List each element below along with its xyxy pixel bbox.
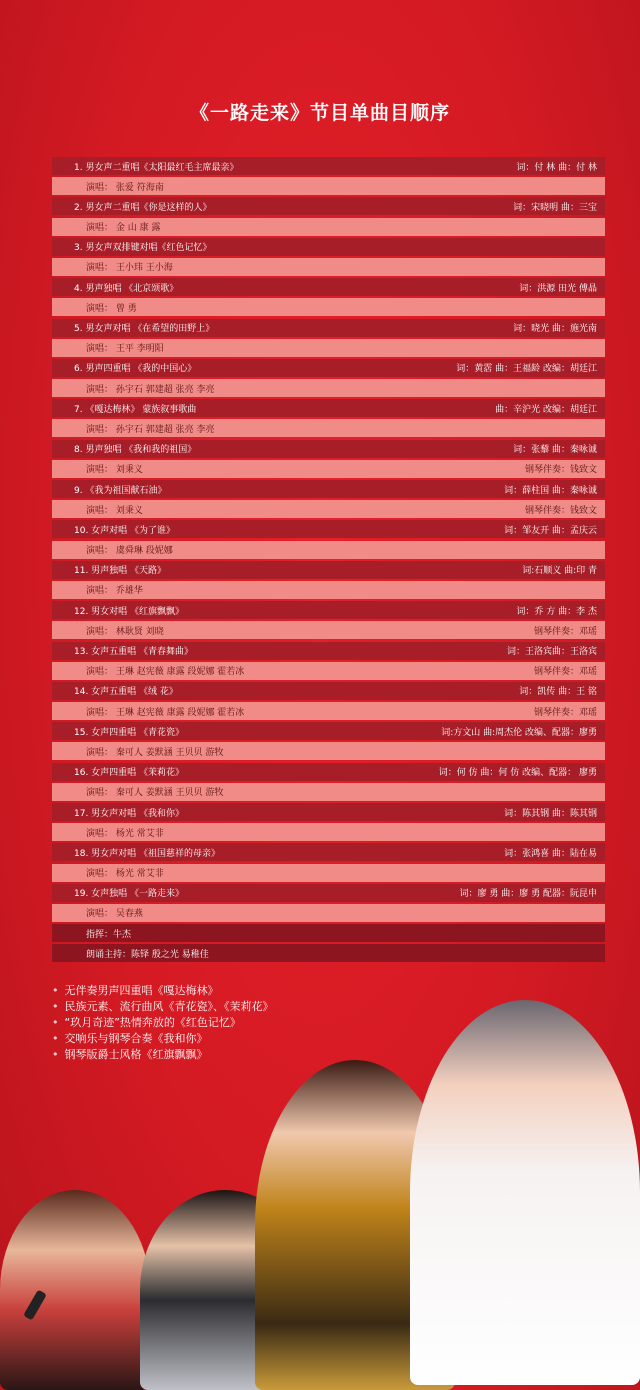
performer-row [52, 823, 605, 841]
row-right-text: 词：张藜 曲：秦咏诚 [513, 445, 597, 456]
song-row [52, 642, 605, 660]
performer-row [52, 783, 605, 801]
row-left-text: 16. 女声四重唱 《茉莉花》 [74, 768, 185, 779]
row-left-text: 18. 男女声对唱 《祖国慈祥的母亲》 [74, 848, 221, 859]
row-left-text: 9. 《我为祖国献石油》 [74, 485, 167, 496]
row-left-text: 3. 男女声双排键对唱《红色记忆》 [74, 243, 212, 254]
row-left-text: 1. 男女声二重唱《太阳最红毛主席最亲》 [74, 162, 239, 173]
row-left-text: 演唱： 乔雄华 [86, 586, 143, 597]
song-row [52, 359, 605, 377]
credit-row [52, 924, 605, 942]
song-row [52, 561, 605, 579]
row-right-text: 词:方文山 曲:周杰伦 改编、配器：廖勇 [441, 727, 597, 738]
highlight-item: • “玖月奇迹”热情奔放的《红色记忆》 [52, 1015, 274, 1031]
song-row [52, 278, 605, 296]
row-right-text: 钢琴伴奏：钱致文 [524, 465, 597, 476]
row-right-text: 词：付 林 曲：付 林 [516, 162, 597, 173]
song-row [52, 238, 605, 256]
song-row [52, 319, 605, 337]
song-row [52, 399, 605, 417]
song-row [52, 843, 605, 861]
performer-row [52, 864, 605, 882]
performer-row [52, 581, 605, 599]
performer-row [52, 258, 605, 276]
row-left-text: 14. 女声五重唱 《绒 花》 [74, 687, 178, 698]
row-left-text: 演唱： 王平 李明阳 [86, 344, 164, 355]
credit-row [52, 944, 605, 962]
highlight-item: • 交响乐与钢琴合奏《我和你》 [52, 1031, 274, 1047]
performer-row [52, 460, 605, 478]
row-left-text: 6. 男声四重唱 《我的中国心》 [74, 364, 197, 375]
row-right-text: 词：王洛宾曲：王洛宾 [506, 647, 597, 657]
row-right-text: 词：廖 勇 曲：廖 勇 配器：阮昆申 [459, 889, 597, 900]
highlight-item: • 钢琴版爵士风格《红旗飘飘》 [52, 1047, 274, 1063]
program-table [52, 157, 605, 965]
row-right-text: 词：黄霑 曲：王福龄 改编：胡廷江 [456, 364, 597, 375]
performer-photo-4 [410, 1000, 640, 1385]
row-left-text: 13. 女声五重唱 《青春舞曲》 [74, 647, 194, 657]
row-left-text: 演唱： 孙宇石 郭建超 张亮 李亮 [86, 384, 215, 395]
performer-row [52, 379, 605, 397]
row-left-text: 12. 男女对唱 《红旗飘飘》 [74, 606, 185, 617]
row-left-text: 演唱： 王琳 赵宪薇 康露 段妮娜 霍若冰 [86, 707, 245, 718]
row-left-text: 演唱： 吴春燕 [86, 909, 143, 920]
row-left-text: 演唱： 刘秉义 [86, 505, 143, 516]
song-row [52, 884, 605, 902]
row-left-text: 5. 男女声对唱 《在希望的田野上》 [74, 324, 215, 334]
row-right-text: 词：邹友开 曲：孟庆云 [504, 525, 597, 536]
row-left-text: 11. 男声独唱 《天路》 [74, 566, 167, 577]
row-right-text: 钢琴伴奏：邓瑶 [533, 707, 597, 718]
page-title: 《一路走来》节目单曲目顺序 [189, 102, 450, 124]
row-left-text: 演唱： 杨光 常艾非 [86, 828, 164, 839]
performer-row [52, 702, 605, 720]
row-right-text: 词:石顺义 曲:印 青 [522, 566, 597, 577]
row-left-text: 演唱： 秦可人 姜默涵 王贝贝 游牧 [86, 747, 224, 758]
row-right-text: 词：何 仿 曲：何 仿 改编、配器： 廖勇 [438, 768, 597, 779]
row-right-text: 词：陈其钢 曲：陈其钢 [504, 808, 597, 819]
performer-row [52, 662, 605, 680]
row-left-text: 演唱： 王琳 赵宪薇 康露 段妮娜 霍若冰 [86, 667, 245, 678]
song-row [52, 157, 605, 175]
row-right-text: 词：凯传 曲：王 铭 [519, 687, 597, 698]
row-left-text: 演唱： 秦可人 姜默涵 王贝贝 游牧 [86, 788, 224, 799]
performer-row [52, 541, 605, 559]
song-row [52, 440, 605, 458]
song-row [52, 480, 605, 498]
row-left-text: 演唱： 林耿贤 刘晓 [86, 626, 164, 637]
performer-row [52, 177, 605, 195]
row-right-text: 曲：辛沪光 改编：胡廷江 [495, 404, 597, 415]
performer-row [52, 339, 605, 357]
row-right-text: 词：晓光 曲：施光南 [513, 324, 597, 334]
song-row [52, 722, 605, 740]
song-row [52, 197, 605, 215]
row-left-text: 指挥：牛杰 [86, 929, 132, 940]
row-left-text: 演唱： 杨光 常艾非 [86, 869, 164, 880]
performers-photo [0, 1000, 640, 1385]
row-right-text: 词：薛柱国 曲：秦咏诚 [504, 485, 597, 496]
row-right-text: 词：乔 方 曲：李 杰 [516, 606, 597, 617]
row-left-text: 演唱： 王小玮 王小海 [86, 263, 173, 274]
song-row [52, 601, 605, 619]
row-left-text: 演唱： 孙宇石 郭建超 张亮 李亮 [86, 424, 215, 435]
row-left-text: 演唱： 刘秉义 [86, 465, 143, 476]
row-left-text: 4. 男声独唱 《北京颂歌》 [74, 283, 179, 294]
row-left-text: 7. 《嘎达梅林》 蒙族叙事歌曲 [74, 404, 197, 415]
row-left-text: 8. 男声独唱 《我和我的祖国》 [74, 445, 197, 456]
performer-photo-1 [0, 1190, 150, 1390]
song-row [52, 682, 605, 700]
row-left-text: 10. 女声对唱 《为了谁》 [74, 525, 176, 536]
row-right-text: 词：宋晓明 曲：三宝 [513, 202, 597, 213]
row-left-text: 演唱： 虞舜琳 段妮娜 [86, 546, 173, 557]
row-left-text: 17. 男女声对唱 《我和你》 [74, 808, 185, 819]
performer-row [52, 419, 605, 437]
row-right-text: 钢琴伴奏：钱致文 [524, 505, 597, 516]
performer-row [52, 742, 605, 760]
highlight-item: • 民族元素、流行曲风《青花瓷》、《茉莉花》 [52, 999, 274, 1015]
row-right-text: 钢琴伴奏：邓瑶 [533, 667, 597, 678]
song-row [52, 520, 605, 538]
row-left-text: 2. 男女声二重唱《你是这样的人》 [74, 202, 212, 213]
row-left-text: 演唱： 金 山 康 露 [86, 223, 161, 234]
performer-row [52, 218, 605, 236]
performer-row [52, 904, 605, 922]
performer-row [52, 621, 605, 639]
row-right-text: 钢琴伴奏：邓瑶 [533, 626, 597, 637]
row-left-text: 15. 女声四重唱 《青花瓷》 [74, 727, 185, 738]
row-left-text: 朗诵主持：陈铎 殷之光 易稚佳 [86, 949, 209, 960]
performer-row [52, 500, 605, 518]
performer-row [52, 298, 605, 316]
song-row [52, 803, 605, 821]
row-right-text: 词：洪源 田光 傅晶 [519, 283, 597, 294]
row-left-text: 19. 女声独唱 《一路走来》 [74, 889, 185, 900]
highlight-item: • 无伴奏男声四重唱《嘎达梅林》 [52, 983, 274, 999]
row-right-text: 词：张鸿喜 曲：陆在易 [504, 848, 597, 859]
row-left-text: 演唱： 张爱 符海南 [86, 182, 164, 193]
song-row [52, 763, 605, 781]
row-left-text: 演唱： 曾 勇 [86, 303, 137, 314]
